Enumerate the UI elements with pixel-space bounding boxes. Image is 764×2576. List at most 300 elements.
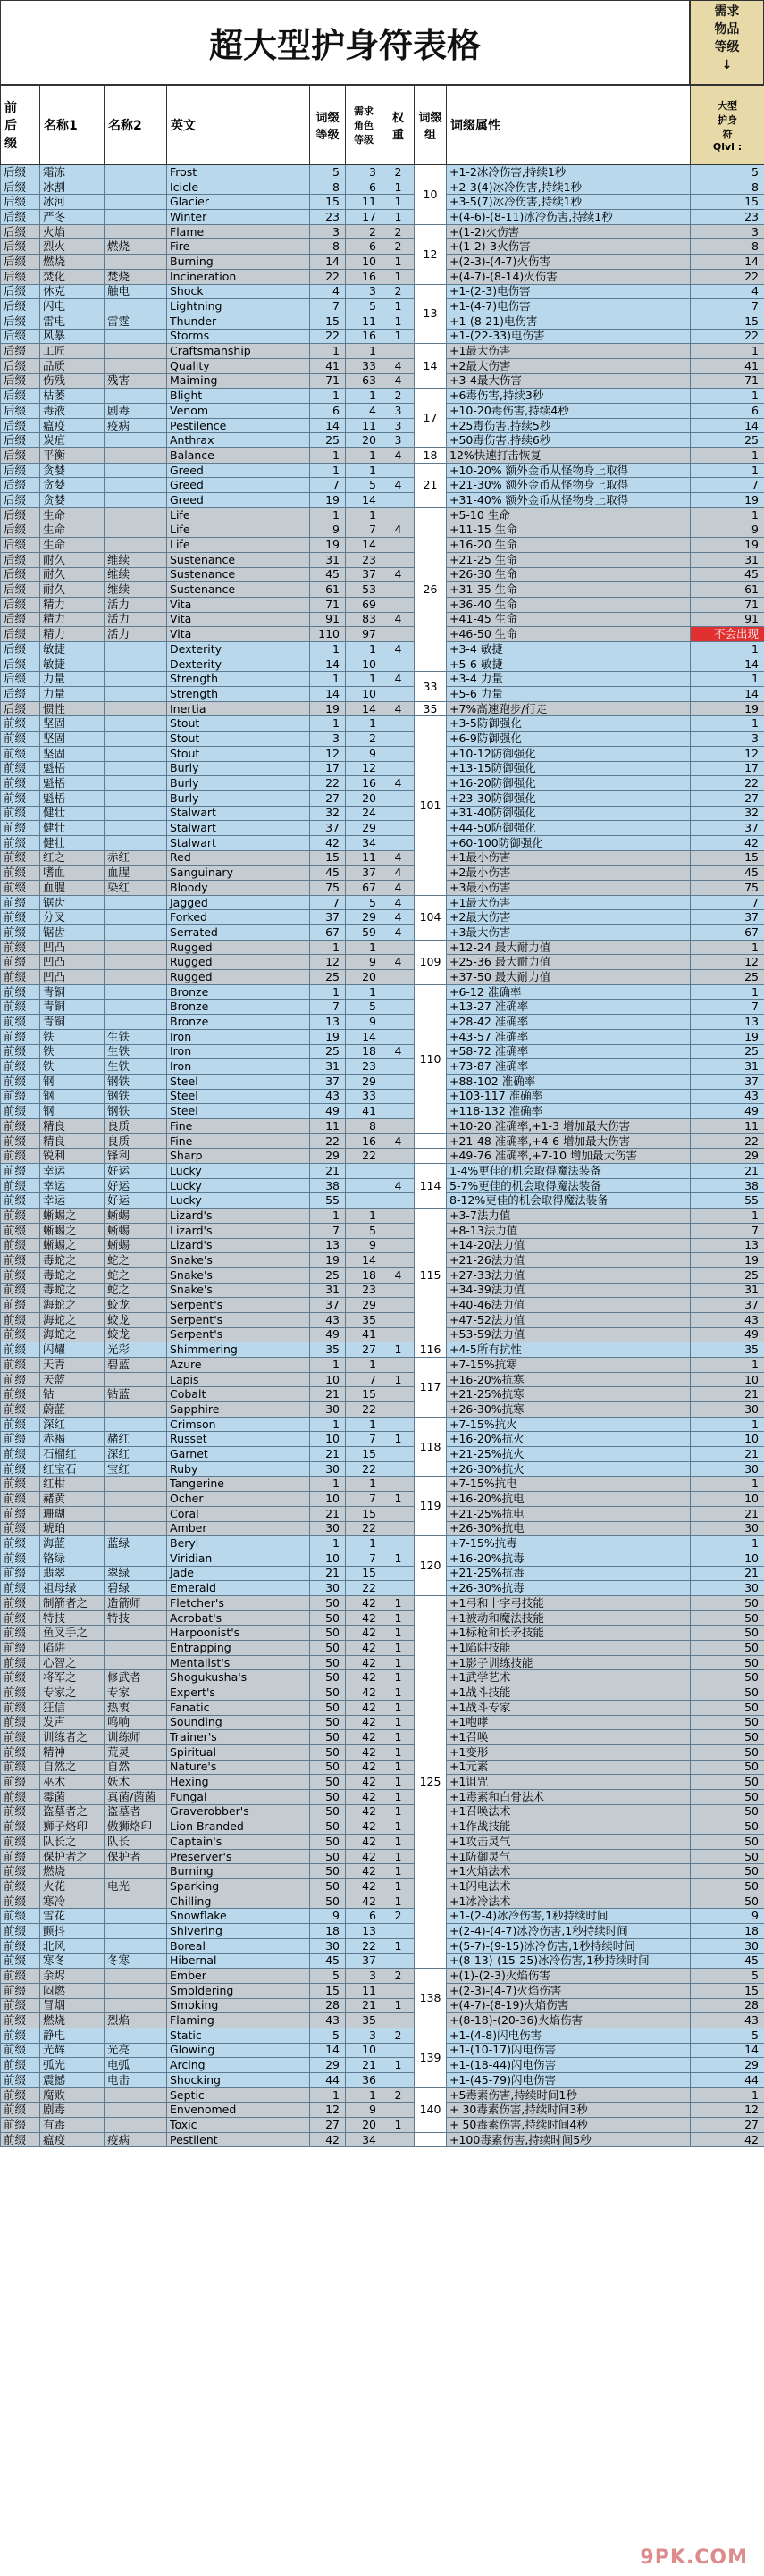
table-row xyxy=(1,1417,764,1432)
cell-name2: 队长 xyxy=(105,1835,167,1850)
cell-name1: 血腥 xyxy=(40,881,105,896)
cell-item-level: 7 xyxy=(691,1223,764,1238)
cell-position: 前缀 xyxy=(1,1953,40,1969)
cell-affix-level: 67 xyxy=(310,925,346,941)
cell-affix-group: 139 xyxy=(415,2028,447,2087)
cell-position: 前缀 xyxy=(1,970,40,985)
cell-weight xyxy=(382,716,415,732)
cell-attributes: +3-5(7)冰冷伤害,持续1秒 xyxy=(447,195,691,210)
cell-name1: 石榴红 xyxy=(40,1447,105,1462)
cell-weight xyxy=(382,1029,415,1044)
cell-english: Fungal xyxy=(167,1789,310,1804)
cell-required-level: 5 xyxy=(346,1223,382,1238)
cell-position: 前缀 xyxy=(1,1775,40,1790)
table-row xyxy=(1,732,764,747)
cell-weight: 1 xyxy=(382,1998,415,2013)
cell-affix-level: 38 xyxy=(310,1178,346,1193)
cell-name2: 赤红 xyxy=(105,850,167,866)
cell-position: 前缀 xyxy=(1,1596,40,1611)
cell-attributes: +7-15%抗电 xyxy=(447,1476,691,1492)
cell-affix-level: 7 xyxy=(310,478,346,493)
cell-name1: 狮子烙印 xyxy=(40,1819,105,1835)
cell-weight: 2 xyxy=(382,284,415,299)
cell-item-level: 29 xyxy=(691,1149,764,1164)
cell-attributes: +13-15防御强化 xyxy=(447,761,691,776)
cell-attributes: +2-3(4)冰冷伤害,持续1秒 xyxy=(447,180,691,195)
cell-english: Azure xyxy=(167,1358,310,1373)
cell-required-level: 36 xyxy=(346,2073,382,2088)
cell-english: Acrobat's xyxy=(167,1610,310,1626)
table-row xyxy=(1,1953,764,1969)
cell-position: 前缀 xyxy=(1,1849,40,1864)
cell-required-level: 11 xyxy=(346,850,382,866)
cell-name1: 毒蛇之 xyxy=(40,1253,105,1268)
cell-attributes: 5-7%更佳的机会取得魔法装备 xyxy=(447,1178,691,1193)
cell-name2 xyxy=(105,2118,167,2133)
cell-name1: 瘟疫 xyxy=(40,418,105,433)
cell-name1: 坚固 xyxy=(40,732,105,747)
cell-affix-group: 13 xyxy=(415,284,447,344)
cell-position: 前缀 xyxy=(1,1789,40,1804)
cell-name2 xyxy=(105,776,167,791)
cell-required-level: 15 xyxy=(346,1447,382,1462)
cell-affix-level: 1 xyxy=(310,1536,346,1551)
cell-weight xyxy=(382,732,415,747)
cell-english: Entrapping xyxy=(167,1641,310,1656)
cell-english: Winter xyxy=(167,210,310,225)
table-row xyxy=(1,538,764,553)
header-attributes: 词缀属性 xyxy=(447,86,691,165)
cell-weight xyxy=(382,746,415,761)
cell-attributes: +7-15%抗寒 xyxy=(447,1358,691,1373)
cell-affix-group: 10 xyxy=(415,165,447,225)
cell-weight: 1 xyxy=(382,1760,415,1775)
cell-attributes: +26-30%抗电 xyxy=(447,1521,691,1536)
cell-english: Expert's xyxy=(167,1685,310,1701)
cell-required-level: 9 xyxy=(346,2103,382,2118)
cell-item-level: 14 xyxy=(691,255,764,270)
cell-affix-group: 35 xyxy=(415,701,447,716)
cell-attributes: +1被动和魔法技能 xyxy=(447,1610,691,1626)
cell-name1: 训练者之 xyxy=(40,1730,105,1745)
cell-weight: 1 xyxy=(382,1864,415,1879)
cell-affix-level: 15 xyxy=(310,195,346,210)
table-row xyxy=(1,1104,764,1119)
cell-name2 xyxy=(105,910,167,925)
cell-position: 前缀 xyxy=(1,746,40,761)
page-title: 超大型护身符表格 xyxy=(0,0,690,85)
cell-affix-level: 19 xyxy=(310,538,346,553)
cell-name2 xyxy=(105,984,167,999)
cell-name1: 蔚蓝 xyxy=(40,1402,105,1418)
cell-affix-level: 6 xyxy=(310,404,346,419)
cell-name1: 鱼叉手之 xyxy=(40,1626,105,1641)
cell-position: 后缀 xyxy=(1,299,40,314)
cell-name2: 造箭师 xyxy=(105,1596,167,1611)
cell-required-level: 1 xyxy=(346,507,382,523)
cell-english: Sustenance xyxy=(167,552,310,567)
cell-required-level: 97 xyxy=(346,627,382,642)
cell-position: 后缀 xyxy=(1,418,40,433)
cell-affix-level: 5 xyxy=(310,1969,346,1984)
cell-affix-level: 50 xyxy=(310,1760,346,1775)
cell-name2: 维续 xyxy=(105,552,167,567)
cell-weight xyxy=(382,1253,415,1268)
cell-name2: 生铁 xyxy=(105,1044,167,1059)
cell-weight: 1 xyxy=(382,1879,415,1894)
cell-item-level: 19 xyxy=(691,1029,764,1044)
cell-item-level: 1 xyxy=(691,940,764,955)
cell-weight xyxy=(382,507,415,523)
cell-name1: 发声 xyxy=(40,1715,105,1730)
cell-english: Anthrax xyxy=(167,433,310,448)
cell-name2: 宝红 xyxy=(105,1461,167,1476)
cell-item-level: 29 xyxy=(691,2058,764,2073)
cell-affix-group: 117 xyxy=(415,1358,447,1418)
cell-name1: 静电 xyxy=(40,2028,105,2043)
cell-attributes: +21-25%抗火 xyxy=(447,1447,691,1462)
cell-name2 xyxy=(105,195,167,210)
cell-required-level: 42 xyxy=(346,1641,382,1656)
cell-weight: 1 xyxy=(382,1849,415,1864)
cell-required-level: 1 xyxy=(346,672,382,687)
cell-item-level: 7 xyxy=(691,478,764,493)
cell-weight xyxy=(382,1015,415,1030)
cell-english: Greed xyxy=(167,478,310,493)
cell-attributes: +60-100防御强化 xyxy=(447,835,691,850)
cell-attributes: +88-102 准确率 xyxy=(447,1074,691,1089)
cell-attributes: +26-30%抗毒 xyxy=(447,1581,691,1596)
cell-position: 前缀 xyxy=(1,1029,40,1044)
cell-name2 xyxy=(105,523,167,538)
cell-english: Graverobber's xyxy=(167,1804,310,1819)
cell-required-level: 4 xyxy=(346,404,382,419)
cell-affix-level: 1 xyxy=(310,984,346,999)
cell-required-level: 16 xyxy=(346,329,382,344)
table-row xyxy=(1,448,764,464)
cell-affix-level: 50 xyxy=(310,1879,346,1894)
cell-name1: 赤褐 xyxy=(40,1432,105,1447)
cell-item-level: 50 xyxy=(691,1894,764,1909)
cell-affix-group: 14 xyxy=(415,344,447,389)
table-row xyxy=(1,389,764,404)
cell-affix-level: 50 xyxy=(310,1670,346,1685)
cell-attributes: +47-52法力值 xyxy=(447,1312,691,1327)
cell-attributes: +3-4最大伤害 xyxy=(447,373,691,389)
cell-required-level: 5 xyxy=(346,895,382,910)
cell-required-level: 9 xyxy=(346,1015,382,1030)
table-row xyxy=(1,2058,764,2073)
cell-position: 前缀 xyxy=(1,1909,40,1924)
cell-weight: 1 xyxy=(382,1835,415,1850)
cell-position: 前缀 xyxy=(1,2073,40,2088)
table-row xyxy=(1,1566,764,1581)
table-row xyxy=(1,195,764,210)
cell-required-level: 15 xyxy=(346,1566,382,1581)
cell-english: Spiritual xyxy=(167,1744,310,1760)
cell-english: Shocking xyxy=(167,2073,310,2088)
cell-english: Septic xyxy=(167,2087,310,2103)
cell-weight: 1 xyxy=(382,210,415,225)
cell-english: Sustenance xyxy=(167,582,310,598)
cell-item-level: 37 xyxy=(691,1074,764,1089)
cell-position: 前缀 xyxy=(1,1312,40,1327)
cell-attributes: +5毒素伤害,持续时间1秒 xyxy=(447,2087,691,2103)
cell-attributes: +1毒素和白骨法术 xyxy=(447,1789,691,1804)
table-row xyxy=(1,1327,764,1342)
cell-item-level: 19 xyxy=(691,493,764,508)
cell-attributes: +(4-6)-(8-11)冰冷伤害,持续1秒 xyxy=(447,210,691,225)
cell-name1: 耐久 xyxy=(40,582,105,598)
cell-affix-level: 1 xyxy=(310,2087,346,2103)
cell-name1: 铬绿 xyxy=(40,1551,105,1566)
cell-english: Burly xyxy=(167,761,310,776)
cell-name1: 生命 xyxy=(40,507,105,523)
cell-affix-level: 31 xyxy=(310,1059,346,1075)
cell-name1: 敏捷 xyxy=(40,642,105,657)
table-row xyxy=(1,1267,764,1283)
cell-affix-level: 1 xyxy=(310,716,346,732)
cell-required-level: 11 xyxy=(346,1983,382,1998)
cell-name1: 凹凸 xyxy=(40,955,105,970)
cell-weight: 1 xyxy=(382,1626,415,1641)
cell-affix-level: 30 xyxy=(310,1581,346,1596)
cell-name2: 赭红 xyxy=(105,1432,167,1447)
cell-position: 前缀 xyxy=(1,2028,40,2043)
cell-item-level: 30 xyxy=(691,1938,764,1953)
cell-affix-level: 14 xyxy=(310,418,346,433)
cell-name2: 良质 xyxy=(105,1133,167,1149)
cell-weight: 4 xyxy=(382,567,415,582)
cell-weight: 1 xyxy=(382,1715,415,1730)
cell-attributes: +5-10 生命 xyxy=(447,507,691,523)
cell-affix-level: 1 xyxy=(310,389,346,404)
cell-item-level: 31 xyxy=(691,552,764,567)
cell-name1: 钢 xyxy=(40,1104,105,1119)
cell-attributes: +14-20法力值 xyxy=(447,1238,691,1253)
cell-required-level: 11 xyxy=(346,195,382,210)
table-row xyxy=(1,165,764,180)
cell-attributes: +10-12防御强化 xyxy=(447,746,691,761)
table-row xyxy=(1,1461,764,1476)
cell-weight: 1 xyxy=(382,1819,415,1835)
table-row xyxy=(1,1983,764,1998)
cell-position: 前缀 xyxy=(1,1238,40,1253)
cell-attributes: +(4-7)-(8-14)火伤害 xyxy=(447,269,691,284)
cell-name2 xyxy=(105,895,167,910)
table-row xyxy=(1,1551,764,1566)
cell-name1: 健壮 xyxy=(40,835,105,850)
cell-weight: 1 xyxy=(382,1342,415,1358)
cell-english: Preserver's xyxy=(167,1849,310,1864)
cell-required-level: 20 xyxy=(346,433,382,448)
cell-english: Lapis xyxy=(167,1372,310,1387)
cell-weight: 1 xyxy=(382,180,415,195)
cell-required-level: 15 xyxy=(346,1387,382,1402)
cell-item-level: 50 xyxy=(691,1760,764,1775)
table-row xyxy=(1,1223,764,1238)
cell-name2 xyxy=(105,1864,167,1879)
cell-english: Cobalt xyxy=(167,1387,310,1402)
cell-position: 前缀 xyxy=(1,1298,40,1313)
cell-required-level: 83 xyxy=(346,612,382,627)
cell-weight xyxy=(382,1059,415,1075)
cell-affix-level: 19 xyxy=(310,1253,346,1268)
cell-weight xyxy=(382,538,415,553)
cell-attributes: +(2-4)-(4-7)冰冷伤害,1秒持续时间 xyxy=(447,1924,691,1939)
cell-affix-group: 116 xyxy=(415,1342,447,1358)
cell-required-level: 1 xyxy=(346,984,382,999)
cell-item-level: 44 xyxy=(691,2073,764,2088)
cell-position: 后缀 xyxy=(1,493,40,508)
cell-item-level: 25 xyxy=(691,1044,764,1059)
cell-english: Captain's xyxy=(167,1835,310,1850)
cell-required-level: 42 xyxy=(346,1744,382,1760)
cell-english: Venom xyxy=(167,404,310,419)
table-row xyxy=(1,224,764,239)
cell-name2: 剧毒 xyxy=(105,404,167,419)
table-row xyxy=(1,1044,764,1059)
cell-name1: 分叉 xyxy=(40,910,105,925)
cell-position: 前缀 xyxy=(1,1715,40,1730)
cell-item-level: 45 xyxy=(691,1953,764,1969)
cell-position: 前缀 xyxy=(1,1626,40,1641)
cell-required-level: 20 xyxy=(346,2118,382,2133)
cell-position: 后缀 xyxy=(1,373,40,389)
table-row xyxy=(1,1789,764,1804)
cell-affix-group: 138 xyxy=(415,1969,447,2028)
header-english: 英文 xyxy=(167,86,310,165)
cell-position: 后缀 xyxy=(1,210,40,225)
cell-required-level: 42 xyxy=(346,1715,382,1730)
cell-attributes: +1召唤法术 xyxy=(447,1804,691,1819)
table-row xyxy=(1,1193,764,1209)
cell-item-level: 21 xyxy=(691,1164,764,1179)
cell-required-level: 14 xyxy=(346,493,382,508)
header-required-char-level: 需求 角色 等级 xyxy=(346,86,382,165)
cell-name1: 品质 xyxy=(40,358,105,373)
cell-english: Tangerine xyxy=(167,1476,310,1492)
header-item-level: 大型 护身 符 Qlvl : xyxy=(691,86,764,165)
cell-attributes: + 50毒素伤害,持续时间4秒 xyxy=(447,2118,691,2133)
cell-item-level: 7 xyxy=(691,299,764,314)
cell-position: 后缀 xyxy=(1,507,40,523)
cell-attributes: +118-132 准确率 xyxy=(447,1104,691,1119)
cell-position: 前缀 xyxy=(1,2013,40,2028)
cell-name1: 焚化 xyxy=(40,269,105,284)
header-weight: 权 重 xyxy=(382,86,415,165)
cell-name1: 凹凸 xyxy=(40,940,105,955)
affix-rows xyxy=(1,165,764,2147)
cell-affix-level: 25 xyxy=(310,1267,346,1283)
cell-required-level: 42 xyxy=(346,1670,382,1685)
cell-required-level: 3 xyxy=(346,1969,382,1984)
header-name1: 名称1 xyxy=(40,86,105,165)
cell-required-level: 1 xyxy=(346,1358,382,1373)
cell-english: Lizard's xyxy=(167,1238,310,1253)
cell-attributes: +100毒素伤害,持续时间5秒 xyxy=(447,2132,691,2147)
cell-attributes: +16-20%抗火 xyxy=(447,1432,691,1447)
cell-name1: 狂信 xyxy=(40,1700,105,1715)
cell-attributes: +25-36 最大耐力值 xyxy=(447,955,691,970)
cell-weight: 2 xyxy=(382,1909,415,1924)
cell-name1: 精良 xyxy=(40,1133,105,1149)
cell-name2 xyxy=(105,835,167,850)
cell-item-level: 50 xyxy=(691,1685,764,1701)
cell-required-level: 16 xyxy=(346,269,382,284)
table-row xyxy=(1,1894,764,1909)
cell-name2: 钢铁 xyxy=(105,1074,167,1089)
cell-position: 后缀 xyxy=(1,448,40,464)
table-row xyxy=(1,2103,764,2118)
cell-name2 xyxy=(105,1894,167,1909)
cell-weight xyxy=(382,761,415,776)
cell-name2: 电弧 xyxy=(105,2058,167,2073)
cell-name1: 生命 xyxy=(40,538,105,553)
cell-weight: 4 xyxy=(382,1178,415,1193)
cell-attributes: +4-5所有抗性 xyxy=(447,1342,691,1358)
cell-position: 前缀 xyxy=(1,1700,40,1715)
cell-english: Russet xyxy=(167,1432,310,1447)
table-row xyxy=(1,701,764,716)
cell-weight xyxy=(382,582,415,598)
cell-attributes: +1-(4-8)闪电伤害 xyxy=(447,2028,691,2043)
cell-affix-level: 13 xyxy=(310,1015,346,1030)
cell-position: 后缀 xyxy=(1,478,40,493)
cell-english: Bronze xyxy=(167,999,310,1015)
cell-affix-level: 11 xyxy=(310,1119,346,1134)
cell-required-level: 42 xyxy=(346,1789,382,1804)
table-row xyxy=(1,1879,764,1894)
cell-attributes: +10-20% 额外金币从怪物身上取得 xyxy=(447,463,691,478)
cell-name2: 蜥蜴 xyxy=(105,1209,167,1224)
cell-affix-level: 31 xyxy=(310,552,346,567)
cell-affix-level: 18 xyxy=(310,1924,346,1939)
cell-name2: 深红 xyxy=(105,1447,167,1462)
cell-position: 前缀 xyxy=(1,776,40,791)
cell-position: 前缀 xyxy=(1,1074,40,1089)
cell-english: Sharp xyxy=(167,1149,310,1164)
cell-affix-level: 29 xyxy=(310,1149,346,1164)
cell-item-level: 8 xyxy=(691,180,764,195)
cell-item-level: 45 xyxy=(691,866,764,881)
cell-item-level: 27 xyxy=(691,2118,764,2133)
cell-position: 后缀 xyxy=(1,463,40,478)
cell-name2 xyxy=(105,1476,167,1492)
cell-english: Harpoonist's xyxy=(167,1626,310,1641)
cell-name2: 傲狮烙印 xyxy=(105,1819,167,1835)
cell-name2: 碧蓝 xyxy=(105,1358,167,1373)
cell-affix-level: 19 xyxy=(310,493,346,508)
cell-attributes: +27-33法力值 xyxy=(447,1267,691,1283)
cell-affix-level: 1 xyxy=(310,448,346,464)
cell-attributes: +25毒伤害,持续5秒 xyxy=(447,418,691,433)
table-row xyxy=(1,687,764,702)
cell-position: 后缀 xyxy=(1,284,40,299)
cell-english: Stout xyxy=(167,746,310,761)
cell-weight xyxy=(382,1387,415,1402)
cell-name2: 蛇之 xyxy=(105,1283,167,1298)
table-row xyxy=(1,910,764,925)
cell-required-level: 6 xyxy=(346,239,382,255)
cell-item-level: 50 xyxy=(691,1655,764,1670)
cell-required-level: 69 xyxy=(346,597,382,612)
cell-affix-level: 37 xyxy=(310,821,346,836)
cell-name1: 工匠 xyxy=(40,344,105,359)
cell-english: Static xyxy=(167,2028,310,2043)
cell-english: Rugged xyxy=(167,940,310,955)
table-row xyxy=(1,627,764,642)
